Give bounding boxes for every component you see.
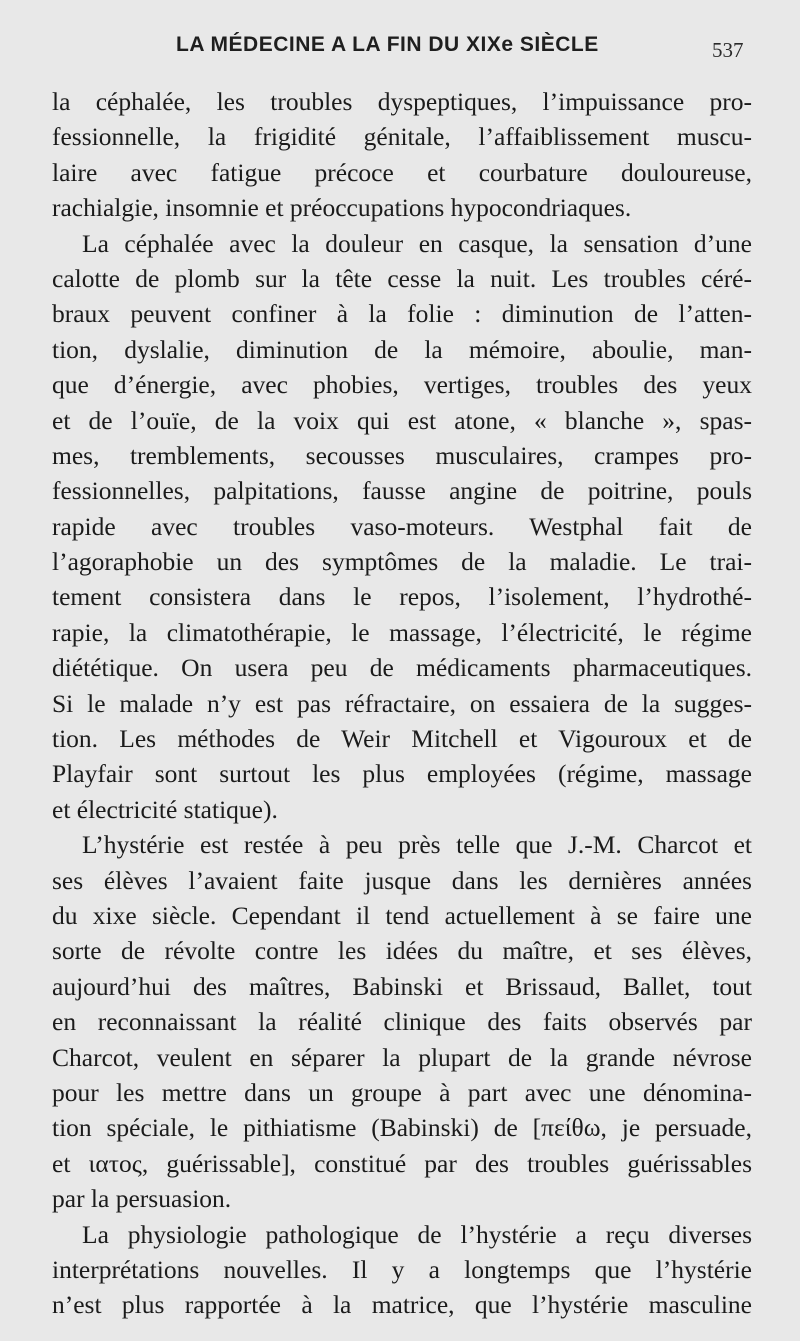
text-line: du xixe siècle. Cependant il tend actuellement à se faire une	[52, 900, 752, 930]
body-text	[52, 84, 752, 1323]
text-line: n’est plus rapportée à la matrice, que l’hystérie masculine	[52, 1290, 752, 1320]
text-line: et de l’ouïe, de la voix qui est atone, « blanche », spas-	[52, 405, 752, 435]
text-line: aujourd’hui des maîtres, Babinski et Brissaud, Ballet, tout	[52, 971, 752, 1001]
text-line: que d’énergie, avec phobies, vertiges, troubles des yeux	[52, 370, 752, 400]
text-line: tement consistera dans le repos, l’isolement, l’hydrothé-	[52, 582, 752, 612]
page-header	[0, 33, 800, 69]
text-line: laire avec fatigue précoce et courbature douloureuse,	[52, 157, 752, 187]
paragraph-start-line: La céphalée avec la douleur en casque, la sensation d’une	[82, 228, 752, 258]
text-line: et ιατος, guérissable], constitué par des troubles guérissables	[52, 1148, 752, 1178]
text-line: Playfair sont surtout les plus employées (régime, massage	[52, 759, 752, 789]
text-line: diététique. On usera peu de médicaments pharmaceutiques.	[52, 653, 752, 683]
text-line: pour les mettre dans un groupe à part avec une dénomina-	[52, 1077, 752, 1107]
text-line: mes, tremblements, secousses musculaires, crampes pro-	[52, 440, 752, 470]
text-line: et électricité statique).	[52, 794, 278, 824]
paragraph-start-line: La physiologie pathologique de l’hystérie a reçu diverses	[82, 1219, 752, 1249]
text-line: sorte de révolte contre les idées du maître, et ses élèves,	[52, 936, 752, 966]
text-line: rapie, la climatothérapie, le massage, l’électricité, le régime	[52, 617, 752, 647]
text-line: tion spéciale, le pithiatisme (Babinski) de [πείθω, je persuade,	[52, 1113, 752, 1143]
text-line: fessionnelle, la frigidité génitale, l’affaiblissement muscu-	[52, 122, 752, 152]
text-line: en reconnaissant la réalité clinique des faits observés par	[52, 1007, 752, 1037]
text-line: l’agoraphobie un des symptômes de la maladie. Le trai-	[52, 547, 752, 577]
text-line: rapide avec troubles vaso-moteurs. Westphal fait de	[52, 511, 752, 541]
text-line: interprétations nouvelles. Il y a longtemps que l’hystérie	[52, 1254, 752, 1284]
text-line: calotte de plomb sur la tête cesse la nuit. Les troubles céré-	[52, 263, 752, 293]
text-line: ses élèves l’avaient faite jusque dans les dernières années	[52, 865, 752, 895]
text-line: tion, dyslalie, diminution de la mémoire, aboulie, man-	[52, 334, 752, 364]
page-number: 537	[712, 38, 744, 62]
text-line: braux peuvent confiner à la folie : diminution de l’atten-	[52, 299, 752, 329]
paragraph-start-line: L’hystérie est restée à peu près telle que J.-M. Charcot et	[82, 830, 752, 860]
text-line: rachialgie, insomnie et préoccupations hypocondriaques.	[52, 193, 632, 223]
text-line: tion. Les méthodes de Weir Mitchell et Vigouroux et de	[52, 724, 752, 754]
text-line: par la persuasion.	[52, 1184, 232, 1214]
text-line: Charcot, veulent en séparer la plupart de la grande névrose	[52, 1042, 752, 1072]
text-line: la céphalée, les troubles dyspeptiques, l’impuissance pro-	[52, 87, 752, 116]
text-line: fessionnelles, palpitations, fausse angine de poitrine, pouls	[52, 476, 752, 506]
text-line: Si le malade n’y est pas réfractaire, on essaiera de la sugges-	[52, 688, 752, 718]
running-title: LA MÉDECINE A LA FIN DU XIXe SIÈCLE	[176, 33, 599, 56]
